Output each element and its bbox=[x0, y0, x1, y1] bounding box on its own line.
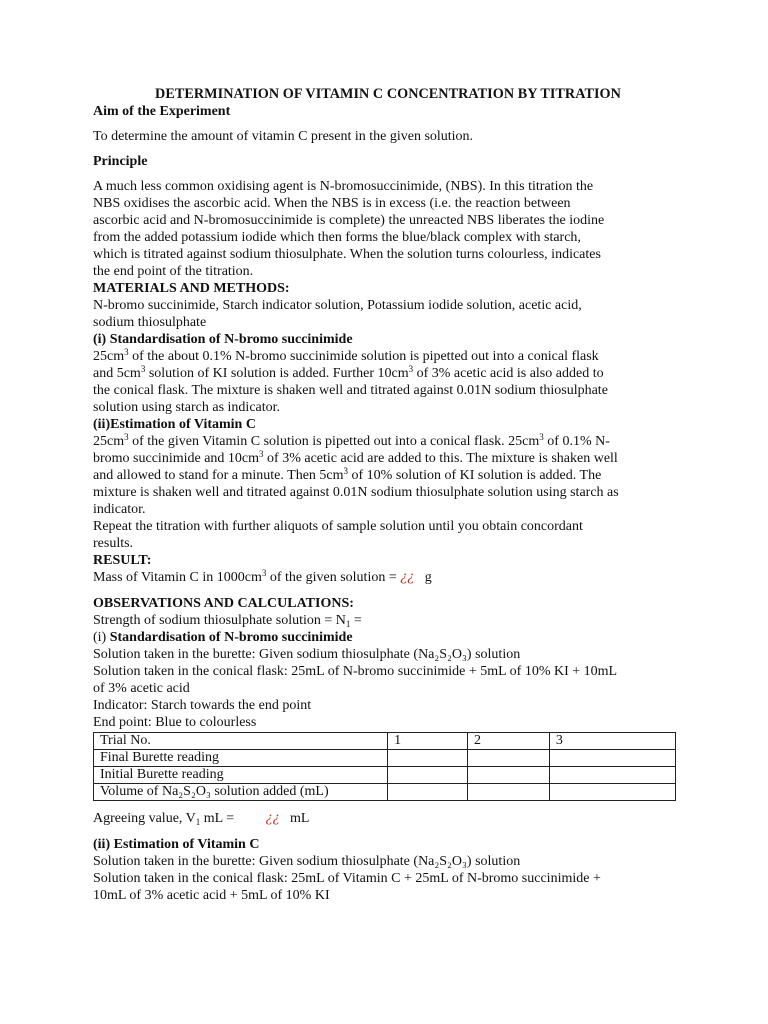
table-cell bbox=[467, 767, 549, 784]
table-cell bbox=[388, 784, 468, 801]
standardisation-line: and $5cm^3$ solution of KI solution is added. Further $10cm^3$ of 3% acetic acid is also added to bbox=[93, 364, 604, 381]
standardisation-line: $25cm^3$ of the about 0.1% N-bromo succinimide solution is pipetted out into a conical flask bbox=[93, 347, 599, 364]
principle-line: NBS oxidises the ascorbic acid. When the NBS is in excess (i.e. the reaction between bbox=[93, 196, 571, 211]
estimation-line: results. bbox=[93, 536, 134, 551]
table-cell: Initial Burette reading bbox=[94, 767, 388, 784]
table-header-row bbox=[94, 733, 676, 750]
estimation-heading: (ii)Estimation of Vitamin C bbox=[93, 417, 256, 432]
table-cell bbox=[467, 784, 549, 801]
table-cell bbox=[388, 767, 468, 784]
burette-line: Solution taken in the burette: Given sodium thiosulphate (Na₂S₂O₃) solution bbox=[93, 854, 521, 869]
indicator-line: Indicator: Starch towards the end point bbox=[93, 698, 312, 713]
table-header-cell: 3 bbox=[549, 733, 675, 750]
table-header-cell: 2 bbox=[467, 733, 549, 750]
table-cell bbox=[549, 750, 675, 767]
aim-heading: Aim of the Experiment bbox=[93, 104, 231, 119]
table-cell bbox=[467, 750, 549, 767]
estimation2-heading: (ii) Estimation of Vitamin C bbox=[93, 837, 260, 852]
standardisation-line: solution using starch as indicator. bbox=[93, 400, 281, 415]
titration-table bbox=[93, 732, 676, 801]
estimation-line: and allowed to stand for a minute. Then $5cm^3$ of 10% solution of KI solution is added. The bbox=[93, 466, 602, 483]
flask-line: Solution taken in the conical flask: 25mL of N-bromo succinimide + 5mL of 10% KI + 10mL bbox=[93, 664, 618, 679]
principle-line: A much less common oxidising agent is N-bromosuccinimide, (NBS). In this titration the bbox=[93, 179, 594, 194]
estimation-line: bromo succinimide and $10cm^3$ of 3% acetic acid are added to this. The mixture is shaken well bbox=[93, 449, 618, 466]
placeholder-mark: ¿¿ bbox=[265, 811, 280, 826]
estimation-line: mixture is shaken well and titrated against 0.01N sodium thiosulphate solution using starch as bbox=[93, 485, 619, 500]
document-content bbox=[93, 86, 683, 904]
estimation-line: $25cm^3$ of the given Vitamin C solution is pipetted out into a conical flask. $25cm^3$ of 0.1% N- bbox=[93, 432, 610, 449]
table-row bbox=[94, 784, 676, 801]
table-cell bbox=[388, 750, 468, 767]
materials-line: sodium thiosulphate bbox=[93, 315, 207, 330]
table-row bbox=[94, 767, 676, 784]
strength-line: Strength of sodium thiosulphate solution = $N_1$ = bbox=[93, 613, 362, 629]
principle-heading: Principle bbox=[93, 154, 148, 169]
principle-line: the end point of the titration. bbox=[93, 264, 254, 279]
flask-line: 10mL of 3% acetic acid + 5mL of 10% KI bbox=[93, 888, 330, 903]
principle-line: from the added potassium iodide which then forms the blue/black complex with starch, bbox=[93, 230, 581, 245]
table-row bbox=[94, 750, 676, 767]
materials-heading: MATERIALS AND METHODS: bbox=[93, 281, 290, 296]
observations-heading: OBSERVATIONS AND CALCULATIONS: bbox=[93, 596, 354, 611]
placeholder-mark: ¿¿ bbox=[400, 570, 415, 585]
aim-text: To determine the amount of vitamin C present in the given solution. bbox=[93, 129, 474, 144]
agreeing-value-line: Agreeing value, $V_1$ mL = ¿¿ mL bbox=[93, 811, 310, 827]
burette-line: Solution taken in the burette: Given sodium thiosulphate (Na₂S₂O₃) solution bbox=[93, 647, 521, 662]
flask-line: of 3% acetic acid bbox=[93, 681, 190, 696]
estimation-line: Repeat the titration with further aliquots of sample solution until you obtain concordant bbox=[93, 519, 583, 534]
materials-line: N-bromo succinimide, Starch indicator solution, Potassium iodide solution, acetic acid, bbox=[93, 298, 582, 313]
table-header-cell: 1 bbox=[388, 733, 468, 750]
table-header-cell: Trial No. bbox=[94, 733, 388, 750]
principle-line: ascorbic acid and N-bromosuccinimide is complete) the unreacted NBS liberates the iodine bbox=[93, 213, 605, 228]
standardisation-line: the conical flask. The mixture is shaken well and titrated against 0.01N sodium thiosulphate bbox=[93, 383, 608, 398]
table-cell bbox=[549, 767, 675, 784]
table-cell: Final Burette reading bbox=[94, 750, 388, 767]
standardisation-heading: (i) Standardisation of N-bromo succinimide bbox=[93, 332, 353, 347]
document-title: DETERMINATION OF VITAMIN C CONCENTRATION BY TITRATION bbox=[155, 86, 621, 102]
end-point-line: End point: Blue to colourless bbox=[93, 715, 257, 730]
flask-line: Solution taken in the conical flask: 25mL of Vitamin C + 25mL of N-bromo succinimide + bbox=[93, 871, 601, 886]
result-heading: RESULT: bbox=[93, 553, 152, 568]
principle-paragraph bbox=[93, 178, 683, 280]
observations-subheading: (i) Standardisation of N-bromo succinimide bbox=[93, 630, 353, 645]
principle-line: which is titrated against sodium thiosulphate. When the solution turns colourless, indicates bbox=[93, 247, 601, 262]
result-line: Mass of Vitamin C in $1000cm^3$ of the given solution = ¿¿ g bbox=[93, 568, 432, 585]
table-cell bbox=[549, 784, 675, 801]
estimation-line: indicator. bbox=[93, 502, 146, 517]
table-cell: Volume of Na₂S₂O₃ solution added (mL) bbox=[94, 784, 388, 801]
